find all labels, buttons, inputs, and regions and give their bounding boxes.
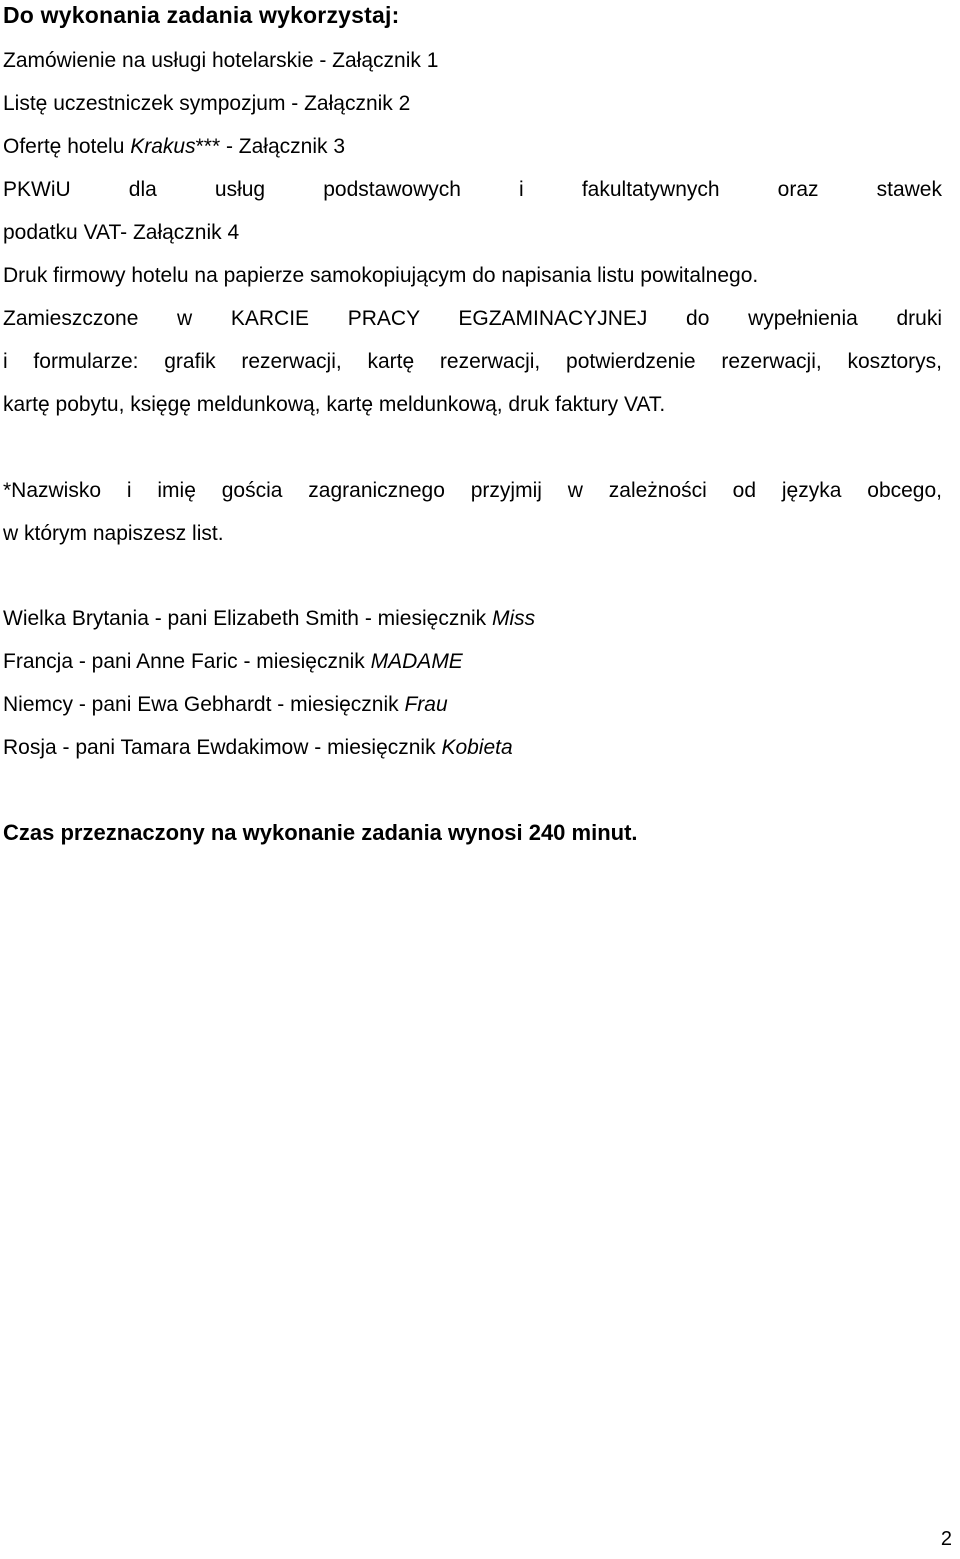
page-heading: Do wykonania zadania wykorzystaj:: [3, 2, 400, 28]
resource-item: Listę uczestniczek sympozjum - Załącznik 2: [3, 92, 411, 115]
forms-paragraph-line: kartę pobytu, księgę meldunkową, kartę meldunkową, druk faktury VAT.: [3, 393, 666, 416]
resource-item: Zamówienie na usługi hotelarskie - Załącznik 1: [3, 49, 439, 72]
resource-item: [3, 133, 345, 161]
paragraph-text: Zamieszczone w KARCIE PRACY EGZAMINACYJNEJ do wypełnienia druki: [3, 307, 942, 330]
resource-text: *** - Załącznik 3: [195, 135, 345, 158]
guest-text: Niemcy - pani Ewa Gebhardt - miesięcznik: [3, 693, 405, 716]
magazine-name: Frau: [404, 693, 448, 716]
guest-text: Rosja - pani Tamara Ewdakimow - miesięcznik: [3, 736, 442, 759]
magazine-name: MADAME: [370, 650, 463, 673]
time-limit-statement: Czas przeznaczony na wykonanie zadania wynosi 240 minut.: [3, 820, 638, 845]
hotel-name: Krakus: [130, 135, 196, 158]
forms-paragraph-line: [3, 305, 942, 333]
note-paragraph-line: w którym napiszesz list.: [3, 522, 224, 545]
resource-item-continuation: podatku VAT- Załącznik 4: [3, 221, 240, 244]
guest-item: [3, 691, 448, 719]
guest-item: [3, 734, 513, 762]
resource-text: PKWiU dla usług podstawowych i fakultatywnych oraz stawek: [3, 178, 942, 201]
paragraph-text: i formularze: grafik rezerwacji, kartę rezerwacji, potwierdzenie rezerwacji, kosztorys,: [3, 350, 942, 373]
magazine-name: Kobieta: [441, 736, 513, 759]
forms-paragraph-line: [3, 348, 942, 376]
paragraph-text: *Nazwisko i imię gościa zagranicznego przyjmij w zależności od języka obcego,: [3, 479, 942, 502]
resource-item: Druk firmowy hotelu na papierze samokopiującym do napisania listu powitalnego.: [3, 264, 759, 287]
magazine-name: Miss: [492, 607, 536, 630]
guest-text: Wielka Brytania - pani Elizabeth Smith - miesięcznik: [3, 607, 493, 630]
page-number: 2: [940, 1528, 952, 1550]
resource-item: [3, 176, 942, 204]
guest-item: [3, 648, 463, 676]
guest-item: [3, 605, 535, 633]
resource-text: Ofertę hotelu: [3, 135, 131, 158]
note-paragraph-line: [3, 477, 942, 505]
guest-text: Francja - pani Anne Faric - miesięcznik: [3, 650, 371, 673]
